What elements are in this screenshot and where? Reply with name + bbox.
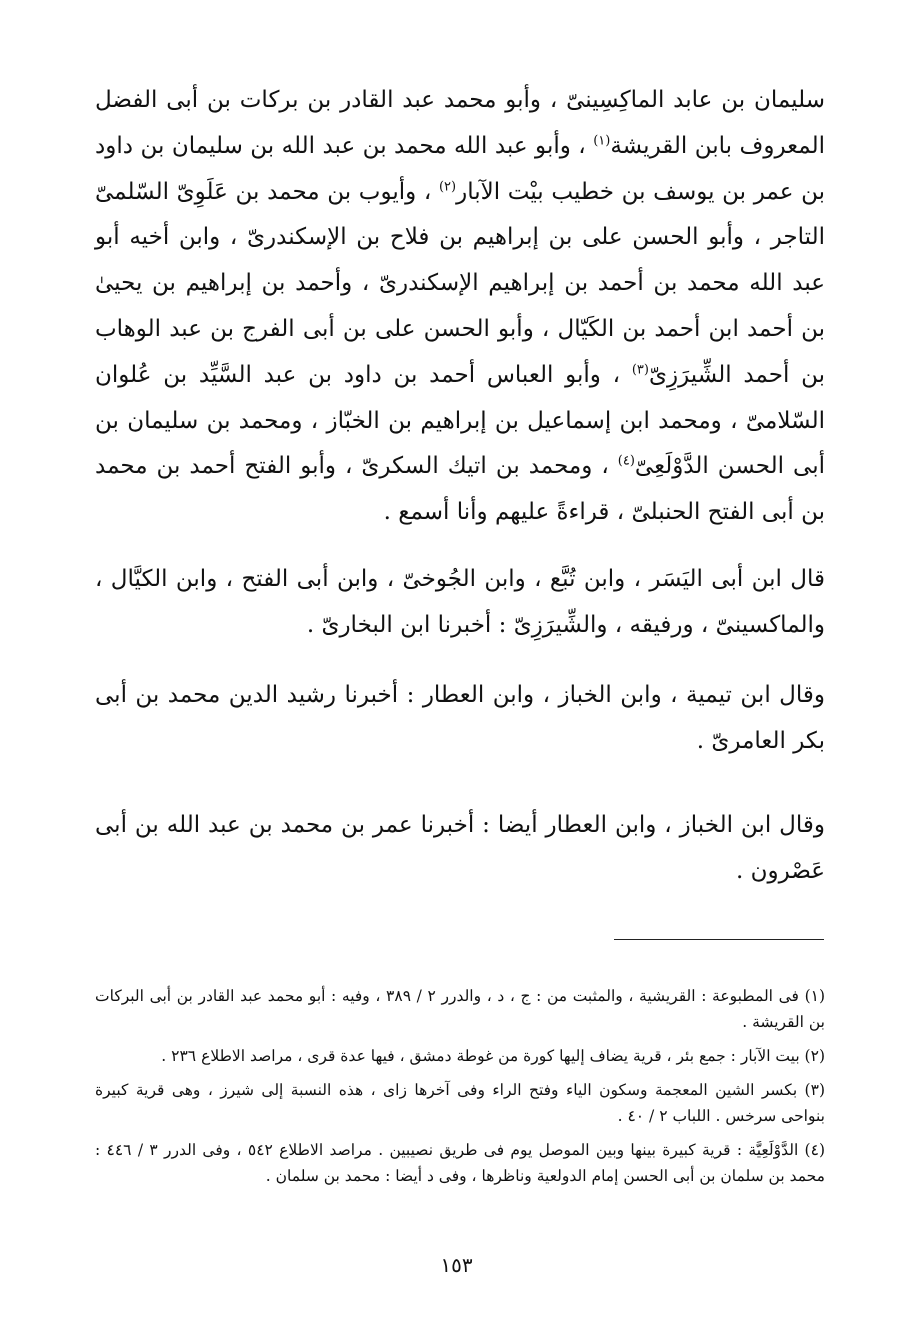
paragraph-1-text-e: ، ومحمد بن اتيك السكرىّ ، وأبو الفتح أحمد بن محمد بن أبى الفتح الحنبلىّ ، قراءةً عليهم وأنا أسمع . [95,453,825,526]
paragraph-1-text-c: ، وأيوب بن محمد بن عَلَوِىّ السّلمىّ التاجر ، وأبو الحسن على بن إبراهيم بن فلاح بن الإسكندرىّ ، وابن أخيه أبو عبد الله محمد بن أحمد بن إبراهيم الإسكندرىّ ، وأحمد بن إبراهيم بن يحيىٰ بن أحمد ابن أحمد بن الكَيّال ، وأبو الحسن على بن أبى الفرج بن عبد الوهاب بن أحمد الشِّيرَزِىّ [95,178,825,388]
main-paragraph-2: قال ابن أبى اليَسَر ، وابن تُبَّع ، وابن الجُوخىّ ، وابن أبى الفتح ، وابن الكيَّال ، والماكسينىّ ، ورفيقه ، والشِّيرَزِىّ : أخبرنا ابن البخارىّ . [95,566,825,638]
footnote-2: (٢) بيت الآبار : جمع بئر ، قرية يضاف إليها كورة من غوطة دمشق ، فيها عدة قرى ، مراصد الاطلاع ٢٣٦ . [161,1047,825,1065]
main-paragraph-1 [95,78,825,536]
paragraph-1-text-b: ، وأبو عبد الله محمد بن عبد الله بن سليمان بن داود بن عمر بن يوسف بن خطيب بيْت الآبار [95,132,826,205]
footnote-divider [614,939,824,940]
footnote-ref-3: (٣) [631,362,649,378]
footnote-ref-1: (١) [593,133,611,149]
main-paragraph-3: وقال ابن تيمية ، وابن الخباز ، وابن العطار : أخبرنا رشيد الدين محمد بن أبى بكر العامرىّ . [95,682,825,754]
footnotes-section [95,983,825,1197]
page-number: ١٥٣ [440,1253,473,1277]
footnote-ref-4: (٤) [617,453,635,469]
paragraph-1-text-a: سليمان بن عابد الماكِسِينىّ ، وأبو محمد عبد القادر بن بركات بن أبى الفضل المعروف بابن القريشة [95,87,825,159]
footnote-3: (٣) بكسر الشين المعجمة وسكون الياء وفتح الراء وفى آخرها زاى ، هذه النسبة إلى شيرز ، وهى قرية كبيرة بنواحى سرخس . اللباب ٢ / ٤٠ . [95,1081,825,1125]
paragraph-1-text-d: ، وأبو العباس أحمد بن داود بن عبد السَّيِّد بن عُلوان السّلامىّ ، ومحمد ابن إسماعيل بن إبراهيم بن الخبّاز ، ومحمد بن سليمان بن أبى الحسن الدَّوْلَعِىّ [95,361,825,480]
footnote-ref-2: (٢) [438,178,457,194]
footnote-4: (٤) الدَّوْلَعِيَّة : قرية كبيرة بينها وبين الموصل يوم فى طريق نصيبين . مراصد الاطلاع ٥٤٢ ، وفى الدرر ٣ / ٤٤٦ : محمد بن سلمان بن أبى الحسن إمام الدولعية وناظرها ، وفى د أيضا : محمد بن سلمان . [95,1141,825,1185]
footnote-1: (١) فى المطبوعة : القريشية ، والمثبت من : ج ، د ، والدرر ٢ / ٣٨٩ ، وفيه : أبو محمد عبد القادر بن أبى البركات بن القريشة . [95,987,826,1031]
main-paragraph-4: وقال ابن الخباز ، وابن العطار أيضا : أخبرنا عمر بن محمد بن عبد الله بن أبى عَصْرون . [95,812,825,884]
